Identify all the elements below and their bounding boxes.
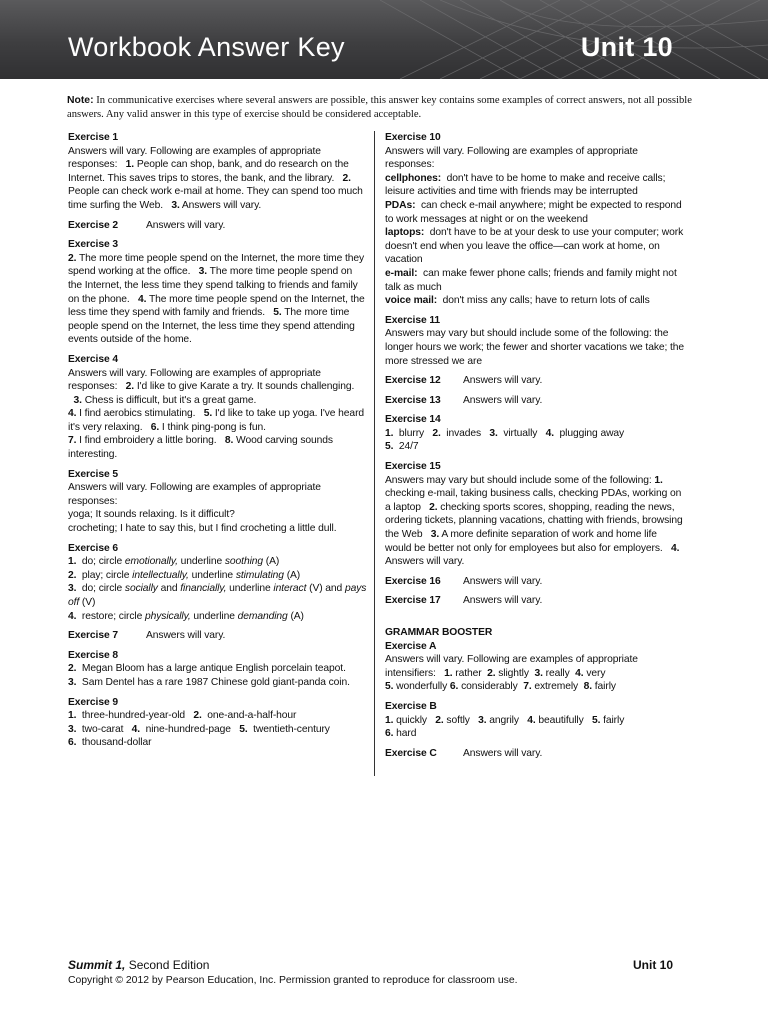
answer: 2. Megan Bloom has a large antique English porcelain teapot. (68, 663, 346, 675)
exercise-8 (68, 649, 368, 690)
answer: checking sports scores, shopping, reading the news, ordering tickets, planning vacations, chatting with friends, browsing the Web (385, 501, 683, 541)
left-column (68, 131, 368, 756)
exercise-text: Answers will vary. (463, 375, 543, 387)
exercise-17 (385, 594, 685, 608)
answer: PDAs: can check e-mail anywhere; might be expected to respond to work messages at night or on the weekend (385, 199, 682, 225)
unit-label: Unit 10 (580, 32, 673, 62)
grammar-booster-heading: GRAMMAR BOOSTER (385, 627, 493, 638)
exercise-text: Answers will vary. (463, 595, 543, 607)
exercise-7 (68, 629, 368, 643)
exercise-12 (385, 374, 685, 388)
exercise-a: Exercise A Answers will vary. Following are examples of appropriate intensifiers: 1. rather 2. slightly 3. really 4. very 5. wonderfully 6. considerably 7. extremely 8. fairly (385, 640, 685, 694)
exercise-c (385, 747, 685, 761)
exercise-b (385, 700, 685, 741)
answer: Chess is difficult, but it's a great game. (84, 394, 257, 406)
exercise-title: Exercise 13 (385, 394, 441, 406)
exercise-5 (68, 468, 368, 536)
exercise-title: Exercise 1 (68, 132, 118, 143)
exercise-title: Exercise 2 (68, 219, 118, 231)
column-divider (374, 131, 375, 776)
answer: 6. thousand-dollar (68, 737, 152, 749)
answer: The more time people spend on the Internet, the less time they spend talking to friends and family on the phone. (68, 266, 358, 305)
exercise-9 (68, 696, 368, 750)
page-title: Workbook Answer Key (68, 32, 345, 62)
footer-unit: Unit 10 (632, 958, 673, 972)
exercise-text: Answers will vary. Following are examples of appropriate responses: (68, 482, 321, 507)
exercise-title: Exercise 5 (68, 468, 118, 480)
answer: Answers will vary. (385, 556, 465, 568)
copyright-notice: Copyright © 2012 by Pearson Education, Inc. Permission granted to reproduce for classroom use. (68, 975, 518, 986)
footer-book (68, 958, 209, 972)
answer: 1. quickly 2. softly 3. angrily 4. beautifully 5. fairly (385, 714, 625, 726)
exercise-6 (68, 542, 368, 624)
answer: Answers will vary. (181, 199, 262, 211)
exercise-title: Exercise 16 (385, 575, 441, 587)
answer: Wood carving sounds interesting. (68, 435, 333, 461)
exercise-title: Exercise A (385, 640, 437, 652)
note-text: In communicative exercises where several answers are possible, this answer key contains some examples of correct answers, not all possible answers. Any valid answer in this type of exercise should be considered acceptable. (67, 95, 692, 120)
exercise-text: Answers will vary. (463, 575, 543, 587)
exercise-title: Exercise C (385, 747, 437, 759)
exercise-text: Answers will vary. Following are examples of appropriate intensifiers: (385, 654, 638, 679)
exercise-2 (68, 219, 368, 233)
answer: 5. 24/7 (385, 441, 419, 453)
exercise-title: Exercise 15 (385, 461, 441, 473)
exercise-text: Answers will vary. Following are examples of appropriate responses: (68, 145, 321, 171)
exercise-text: Answers will vary. (146, 219, 226, 231)
exercise-title: Exercise 14 (385, 414, 441, 426)
exercise-title: Exercise 7 (68, 630, 118, 642)
exercise-text: Answers will vary. (463, 747, 543, 759)
answer: 2. play; circle intellectually, underline stimulating (A) (68, 569, 301, 581)
note-label: Note: (67, 95, 94, 106)
exercise-text: Answers may vary but should include some of the following: (385, 474, 652, 486)
answer: 4. restore; circle physically, underline demanding (A) (68, 610, 304, 622)
exercise-10 (385, 131, 685, 308)
answer: A more definite separation of work and home life would be better not only for employees but also for employers. (385, 529, 663, 554)
answer: laptops: don't have to be at your desk to use your computer; work doesn't end when you leave the office—can work at home, on vacation (385, 227, 684, 266)
exercise-title: Exercise 6 (68, 542, 118, 554)
book-edition: Second Edition (125, 958, 210, 972)
answer: I think ping-pong is fun. (161, 421, 266, 433)
exercise-title: Exercise 9 (68, 696, 118, 708)
answer: I'd like to give Karate a try. It sounds challenging. (136, 381, 355, 393)
exercise-text: Answers may vary but should include some of the following: the longer hours we work; the fewer and shorter vacations we take; the more stressed we are (385, 328, 685, 367)
answer: I find aerobics stimulating. (79, 408, 196, 420)
answer: I'd like to take up yoga. I've heard it's very relaxing. (68, 408, 365, 433)
answer: checking e-mail, taking business calls, checking PDAs, working on a laptop (385, 488, 682, 513)
exercise-3: Exercise 3 2. The more time people spend on the Internet, the more time they spend working at the office. 3. The more time people spend on the Internet, the less time they spend talking to friends and family on the phone. 4. The more time people spend on the Internet, the less time they spend with family and friends. 5. The more time people spend on the Internet, the less time they spend attending events outside of the home. (68, 238, 368, 347)
exercise-16 (385, 575, 685, 589)
exercise-title: Exercise 11 (385, 314, 441, 326)
exercise-text: Answers will vary. Following are examples of appropriate responses: (68, 367, 321, 393)
exercise-title: Exercise 8 (68, 649, 118, 661)
exercise-1: Exercise 1 Answers will vary. Following are examples of appropriate responses: 1. People can shop, bank, and do research on the Internet. This saves trips to stores, the bank, and the library. 2. People can check work e-mail at home. They can spend too much time surfing the Web. 3. Answers will vary. (68, 131, 368, 213)
answer: 3. do; circle socially and financially, underline interact (V) and pays off (V) (68, 583, 367, 608)
exercise-4: Exercise 4 Answers will vary. Following are examples of appropriate responses: 2. I'd like to give Karate a try. It sounds challenging. 3. Chess is difficult, but it's a great game. 4. I find aerobics stimulating. 5. I'd like to take up yoga. I've heard it's very relaxing. 6. I think ping-pong is fun. 7. I find embroidery a little boring. 8. Wood carving sounds interesting. (68, 353, 368, 462)
exercise-15: Exercise 15 Answers may vary but should include some of the following: 1. checking e-mail, taking business calls, checking PDAs, working on a laptop 2. checking sports scores, shopping, reading the news, ordering tickets, planning vacations, chatting with friends, browsing the Web 3. A more definite separation of work and home life would be better not only for employees but also for employers. 4. Answers will vary. (385, 460, 685, 569)
answer: cellphones: don't have to be home to make and receive calls; leisure activities and time with friends may be interrupted (385, 172, 666, 198)
exercise-title: Exercise 17 (385, 595, 441, 607)
answer: The more time people spend on the Internet, the less time they spend attending events outside of the home. (68, 307, 355, 346)
exercise-text: Answers will vary. Following are examples of appropriate responses: (385, 145, 638, 171)
right-column (385, 131, 685, 766)
answer: 1. do; circle emotionally, underline soothing (A) (68, 556, 280, 568)
exercise-11 (385, 314, 685, 368)
answer: 3. Sam Dentel has a rare 1987 Chinese gold giant-panda coin. (68, 676, 350, 688)
exercise-text: Answers will vary. (146, 630, 226, 642)
note-paragraph (67, 94, 707, 121)
exercise-title: Exercise 4 (68, 353, 118, 365)
answer: 1. blurry 2. invades 3. virtually 4. plugging away (385, 427, 625, 439)
exercise-14 (385, 413, 685, 454)
answer: 1. three-hundred-year-old 2. one-and-a-half-hour (68, 710, 297, 722)
answer: The more time people spend on the Internet, the less time they spend with family and friends. (68, 293, 365, 319)
answer: crocheting; I hate to say this, but I find crocheting a little dull. (68, 523, 337, 535)
exercise-title: Exercise 12 (385, 375, 441, 387)
answer: 3. two-carat 4. nine-hundred-page 5. twentieth-century (68, 723, 330, 735)
answer: e-mail: can make fewer phone calls; friends and family might not talk as much (385, 267, 677, 293)
exercise-title: Exercise B (385, 700, 437, 712)
exercise-13 (385, 394, 685, 408)
answer: People can check work e-mail at home. They can spend too much time surfing the Web. (68, 186, 363, 211)
book-title: Summit 1, (68, 958, 126, 972)
answer: yoga; It sounds relaxing. Is it difficult? (68, 509, 235, 521)
answer: 6. hard (385, 728, 417, 740)
answer: voice mail: don't miss any calls; have to return lots of calls (385, 295, 650, 307)
answer: I find embroidery a little boring. (79, 435, 217, 447)
header-banner (0, 0, 768, 79)
answer: People can shop, bank, and do research on the Internet. This saves trips to stores, the bank, and the library. (68, 159, 349, 184)
exercise-title: Exercise 3 (68, 239, 118, 251)
answer: The more time people spend on the Internet, the more time they spend working at the office. (68, 252, 365, 278)
exercise-text: Answers will vary. (463, 394, 543, 406)
exercise-title: Exercise 10 (385, 132, 441, 143)
